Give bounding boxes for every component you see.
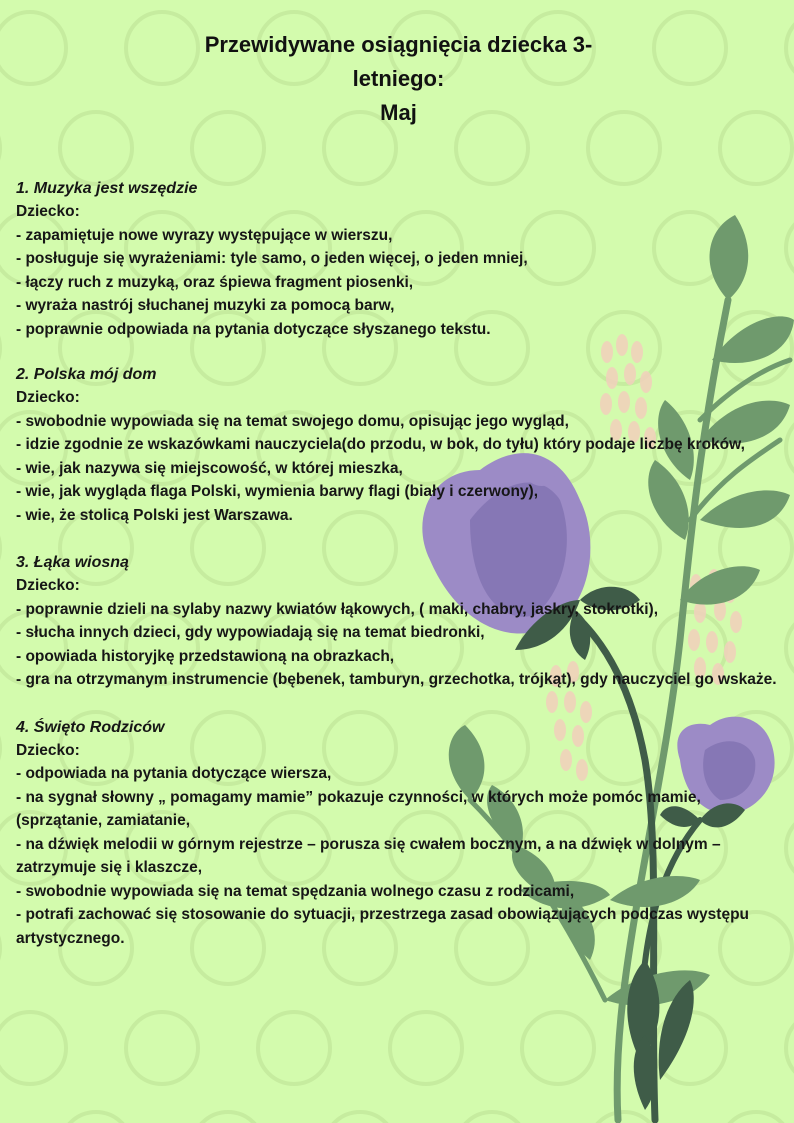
section-parents-day [16, 716, 781, 951]
pattern-circle [786, 412, 794, 484]
title-line: Maj [380, 100, 417, 125]
section-lead: Dziecko: [16, 389, 80, 406]
list-item: - opowiada historyjkę przedstawioną na obrazkach, [16, 647, 395, 665]
pattern-circle [786, 812, 794, 884]
section-title: 4. Święto Rodziców [16, 718, 165, 736]
list-item: - gra na otrzymanym instrumencie (bębenek, tamburyn, grzechotka, trójkąt), gdy nauczyciel go wskaże. [16, 671, 777, 688]
pattern-circle [390, 1012, 462, 1084]
section-lead: Dziecko: [16, 203, 80, 220]
pattern-circle [786, 1012, 794, 1084]
list-item: - swobodnie wypowiada się na temat swojego domu, opisując jego wygląd, [16, 412, 569, 430]
section-lead: Dziecko: [16, 741, 80, 759]
pattern-circle [60, 1112, 132, 1123]
section-music [16, 177, 781, 341]
section-lead: Dziecko: [16, 577, 80, 594]
list-item: - wie, że stolicą Polski jest Warszawa. [16, 506, 293, 524]
section-meadow [16, 551, 781, 692]
list-item: - na dźwięk melodii w górnym rejestrze – porusza się cwałem bocznym, a na dźwięk w dolnym – zatrzymuje się i klaszcze, [16, 835, 721, 876]
list-item: - odpowiada na pytania dotyczące wiersza, [16, 765, 332, 782]
title-line: Przewidywane osiągnięcia dziecka 3- [204, 32, 593, 57]
section-poland [16, 363, 781, 527]
list-item: - słucha innych dzieci, gdy wypowiadają się na temat biedronki, [16, 624, 485, 641]
pattern-circle [786, 212, 794, 284]
pattern-circle [720, 1112, 792, 1123]
section-title: 2. Polska mój dom [16, 366, 157, 383]
section-title: 1. Muzyka jest wszędzie [16, 180, 198, 197]
list-item: - wie, jak nazywa się miejscowość, w której mieszka, [16, 459, 403, 477]
list-item: - swobodnie wypowiada się na temat spędzania wolnego czasu z rodzicami, [16, 882, 575, 900]
pattern-circle [456, 1112, 528, 1123]
list-item: - na sygnał słowny „ pomagamy mamie” pokazuje czynności, w których może pomóc mamie, (sprzątanie, zamiatanie, [16, 788, 701, 829]
document-content [16, 22, 781, 950]
list-item: - posługuje się wyrażeniami: tyle samo, o jeden więcej, o jeden mniej, [16, 250, 528, 267]
pattern-circle [786, 12, 794, 84]
pattern-circle [588, 1112, 660, 1123]
list-item: - poprawnie odpowiada na pytania dotyczące słyszanego tekstu. [16, 320, 491, 338]
page-title [16, 28, 781, 130]
list-item: - idzie zgodnie ze wskazówkami nauczyciela(do przodu, w bok, do tyłu) który podaje liczbę kroków, [16, 436, 745, 453]
list-item: - wyraża nastrój słuchanej muzyki za pomocą barw, [16, 297, 395, 314]
pattern-circle [0, 1012, 66, 1084]
pattern-circle [126, 1012, 198, 1084]
list-item: - łączy ruch z muzyką, oraz śpiewa fragment piosenki, [16, 273, 414, 291]
pattern-circle [324, 1112, 396, 1123]
pattern-circle [786, 612, 794, 684]
list-item: - poprawnie dzieli na sylaby nazwy kwiatów łąkowych, ( maki, chabry, jaskry, stokrotki), [16, 600, 659, 618]
pattern-circle [192, 1112, 264, 1123]
title-line: letniego: [352, 66, 445, 91]
pattern-circle [258, 1012, 330, 1084]
list-item: - zapamiętuje nowe wyrazy występujące w wierszu, [16, 226, 393, 244]
pattern-circle [522, 1012, 594, 1084]
list-item: - wie, jak wygląda flaga Polski, wymienia barwy flagi (biały i czerwony), [16, 483, 539, 500]
list-item: - potrafi zachować się stosowanie do sytuacji, przestrzega zasad obowiązujących podczas występu artystycznego. [16, 906, 750, 947]
section-title: 3. Łąka wiosną [16, 554, 129, 571]
